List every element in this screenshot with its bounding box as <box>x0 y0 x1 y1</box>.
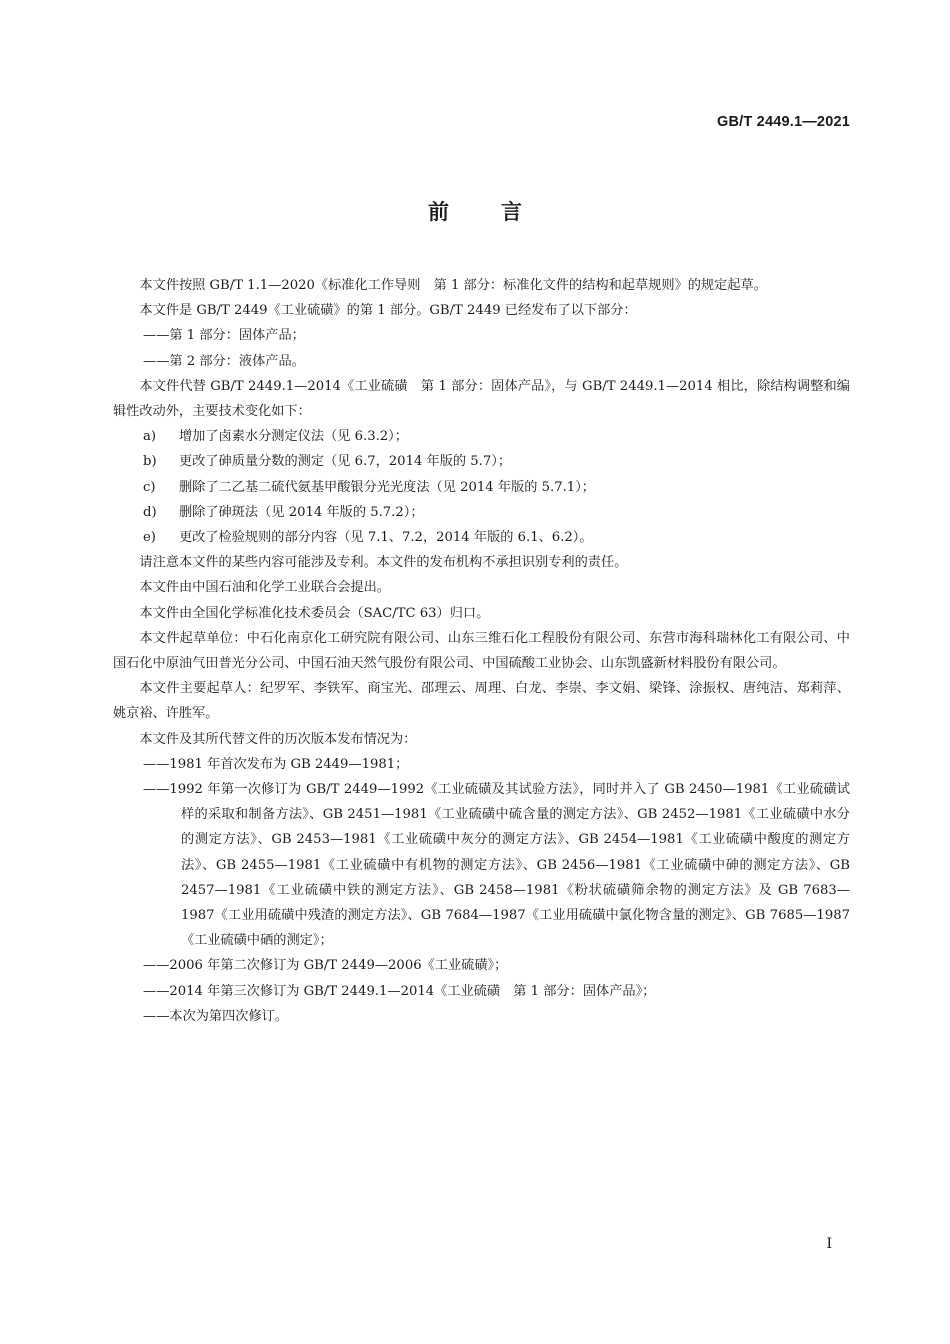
change-label: c) <box>143 479 156 495</box>
change-text: 更改了检验规则的部分内容（见 7.1、7.2，2014 年版的 6.1、6.2）。 <box>179 530 593 546</box>
paragraph-drafters: 本文件主要起草人：纪罗军、李铁军、商宝光、邵理云、周理、白龙、李崇、李文娟、梁锋、涂振权、唐纯洁、郑莉萍、姚京裕、许胜军。 <box>113 681 850 722</box>
history-item-2014: ——2014 年第三次修订为 GB/T 2449.1—2014《工业硫磺 第 1 部分：固体产品》； <box>143 983 656 999</box>
standard-number: GB/T 2449.1—2021 <box>717 114 850 130</box>
history-item-current: ——本次为第四次修订。 <box>143 1008 289 1024</box>
paragraph-history-intro: 本文件及其所代替文件的历次版本发布情况为： <box>139 731 417 747</box>
page-number: I <box>826 1236 832 1252</box>
change-label: d) <box>143 504 157 520</box>
history-item-2006: ——2006 年第二次修订为 GB/T 2449—2006《工业硫磺》； <box>143 958 508 974</box>
list-item-part-2: ——第 2 部分：液体产品。 <box>143 353 305 369</box>
history-item-1992: ——1992 年第一次修订为 GB/T 2449—1992《工业硫磺及其试验方法》，同时并入了 GB 2450—1981《工业硫磺试样的采取和制备方法》、GB 2451—1981《工业硫磺中硫含量的测定方法》、GB 2452—1981《工业硫磺中水分的测定方法》、GB 2453—1981《工业硫磺中灰分的测定方法》、GB 2454—1981《工业硫磺中酸度的测定方法》、GB 2455—1981《工业硫磺中有机物的测定方法》、GB 2456—1981《工业硫磺中砷的测定方法》、GB 2457—1981《工业硫磺中铁的测定方法》、GB 2458—1981《粉状硫磺筛余物的测定方法》及 GB 7683—1987《工业用硫磺中残渣的测定方法》、GB 7684—1987《工业用硫磺中氯化物含量的测定》、GB 7685—1987《工业硫磺中硒的测定》； <box>143 782 850 949</box>
change-text: 更改了砷质量分数的测定（见 6.7，2014 年版的 5.7）； <box>179 454 512 470</box>
change-item-c <box>113 475 850 500</box>
change-item-d <box>113 500 850 525</box>
change-item-e <box>113 525 850 550</box>
change-text: 增加了卤素水分测定仪法（见 6.3.2）； <box>179 429 408 445</box>
change-text: 删除了二乙基二硫代氨基甲酸银分光光度法（见 2014 年版的 5.7.1）； <box>179 479 595 495</box>
change-label: e) <box>143 530 156 546</box>
paragraph-drafting-rules: 本文件按照 GB/T 1.1—2020《标准化工作导则 第 1 部分：标准化文件的结构和起草规则》的规定起草。 <box>139 278 767 293</box>
paragraph-proposer: 本文件由中国石油和化学工业联合会提出。 <box>139 580 390 596</box>
page-title: 前言 <box>428 200 574 224</box>
paragraph-replaces: 本文件代替 GB/T 2449.1—2014《工业硫磺 第 1 部分：固体产品》，与 GB/T 2449.1—2014 相比，除结构调整和编辑性改动外，主要技术变化如下： <box>113 378 850 420</box>
change-item-b <box>113 449 850 474</box>
paragraph-technical-committee: 本文件由全国化学标准化技术委员会（SAC/TC 63）归口。 <box>139 605 490 621</box>
paragraph-patent-notice: 请注意本文件的某些内容可能涉及专利。本文件的发布机构不承担识别专利的责任。 <box>139 555 628 571</box>
change-label: b) <box>143 454 157 470</box>
paragraph-drafting-units: 本文件起草单位：中石化南京化工研究院有限公司、山东三维石化工程股份有限公司、东营市海科瑞林化工有限公司、中国石化中原油气田普光分公司、中国石油天然气股份有限公司、中国硫酸工业协会、山东凯盛新材料股份有限公司。 <box>113 630 850 672</box>
change-item-a <box>113 424 850 449</box>
history-item-1981: ——1981 年首次发布为 GB 2449—1981； <box>143 756 409 772</box>
foreword-body <box>113 273 850 1029</box>
change-text: 删除了砷斑法（见 2014 年版的 5.7.2）； <box>179 504 424 520</box>
list-item-part-1: ——第 1 部分：固体产品； <box>143 328 305 344</box>
change-label: a) <box>143 429 157 445</box>
paragraph-parts-intro: 本文件是 GB/T 2449《工业硫磺》的第 1 部分。GB/T 2449 已经发布了以下部分： <box>139 303 637 319</box>
